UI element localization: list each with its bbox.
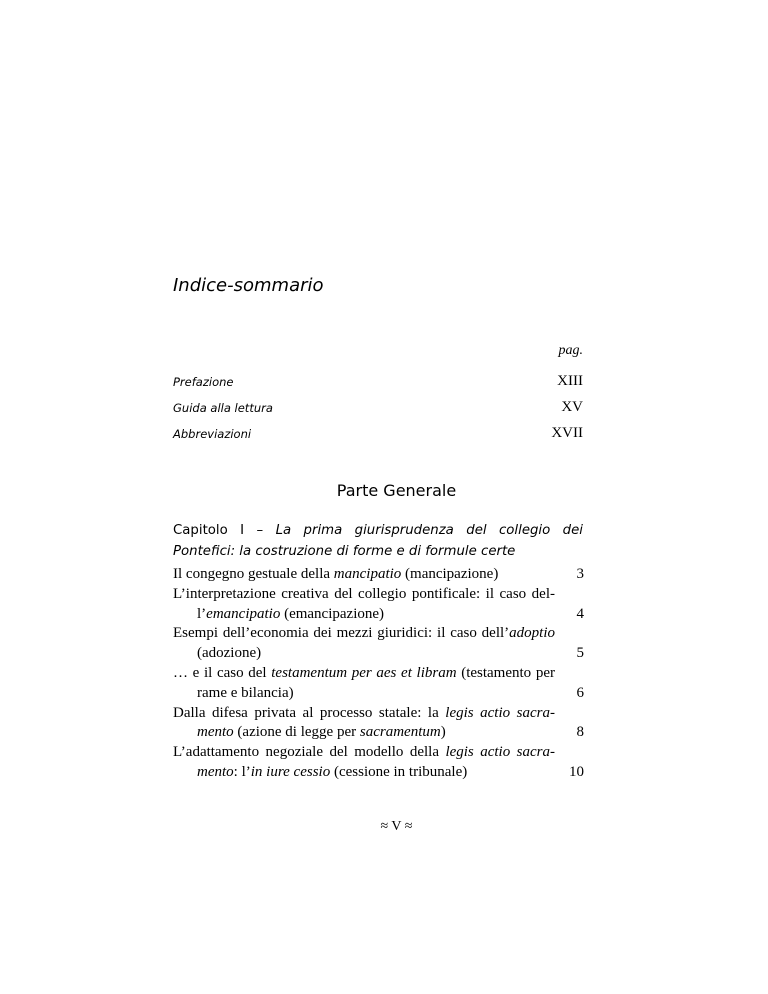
page-column-header: pag.: [558, 343, 583, 358]
toc-entry-page-number: 3: [576, 566, 584, 582]
toc-entry-text-run: Dalla difesa privata al processo statale: la: [173, 704, 446, 721]
toc-entry-italic-run: legis actio sacramento: [197, 744, 555, 780]
toc-entry-text-run: (cessione in tribunale): [330, 763, 468, 780]
front-matter-prefazione: Prefazione: [173, 375, 234, 389]
toc-entry-text-run: (testamento per rame e bilancia): [197, 664, 555, 701]
chapter-title: La prima giurisprudenza del collegio dei Pontefici: la costruzione di forme e di formule certe: [173, 523, 583, 559]
toc-entry-text-run: (mancipazione): [401, 566, 499, 582]
toc-entry-italic-run: emancipatio: [206, 605, 281, 622]
toc-entry-title: [173, 585, 555, 625]
page-folio: ≈ V ≈: [380, 819, 413, 834]
front-matter-page-number: XIII: [557, 373, 583, 389]
part-heading: Parte Generale: [336, 481, 457, 500]
toc-entry-page-number: 6: [576, 684, 584, 701]
toc-entry: [173, 624, 584, 664]
toc-entry-text-run: L’adattamento negoziale del modello della: [173, 744, 446, 761]
toc-entry-text-run: Esempi dell’economia dei mezzi giuridici: il caso dell’: [173, 625, 510, 642]
toc-entry: [173, 743, 584, 783]
toc-entry-title: [173, 624, 555, 664]
toc-entry-page-number: 5: [576, 645, 584, 662]
toc-entry-title: [173, 743, 555, 783]
toc-entry-title: [173, 664, 555, 704]
toc-entry-italic-run: sacramentum: [359, 724, 441, 741]
toc-entry-italic-run: in iure cessio: [250, 763, 331, 780]
toc-entry: [173, 664, 584, 704]
toc-entry-italic-run: mancipatio: [333, 566, 402, 582]
chapter-prefix: Capitolo I –: [173, 523, 276, 538]
toc-entry-title: [173, 565, 555, 585]
front-matter-guida: Guida alla lettura: [173, 401, 273, 415]
toc-entry-title: [173, 704, 555, 744]
toc-entry-text-run: Il congegno gestuale della: [173, 566, 334, 582]
front-matter-abbreviazioni: Abbreviazioni: [173, 427, 252, 441]
toc-entry-page-number: 8: [576, 724, 584, 741]
toc-entry-text-run: (emancipazione): [280, 605, 385, 622]
toc-entry-italic-run: adoptio: [509, 625, 555, 642]
toc-entry-italic-run: testamentum per aes et libram: [271, 664, 457, 681]
chapter-heading: [173, 520, 583, 562]
front-matter-page-number: XV: [561, 399, 583, 415]
front-matter-page-number: XVII: [551, 425, 583, 441]
page-title: Indice-sommario: [173, 275, 324, 296]
toc-entry: [173, 585, 584, 625]
toc-entry-text-run: L’interpretazione creativa del collegio pontificale: il caso dell’: [173, 585, 555, 622]
toc-entry-text-run: (azione di legge per: [233, 724, 360, 741]
toc-entry-page-number: 4: [576, 605, 584, 622]
toc-entry-text-run: … e il caso del: [173, 664, 272, 681]
toc-entry-italic-run: legis actio sacramento: [197, 704, 555, 741]
toc-entry-text-run: (adozione): [197, 645, 262, 662]
toc-entries: [173, 565, 584, 783]
toc-entry: [173, 565, 584, 585]
toc-entry-text-run: ): [440, 724, 446, 741]
toc-entry-text-run: : l’: [233, 763, 251, 780]
toc-entry: [173, 704, 584, 744]
toc-entry-page-number: 10: [569, 763, 584, 780]
